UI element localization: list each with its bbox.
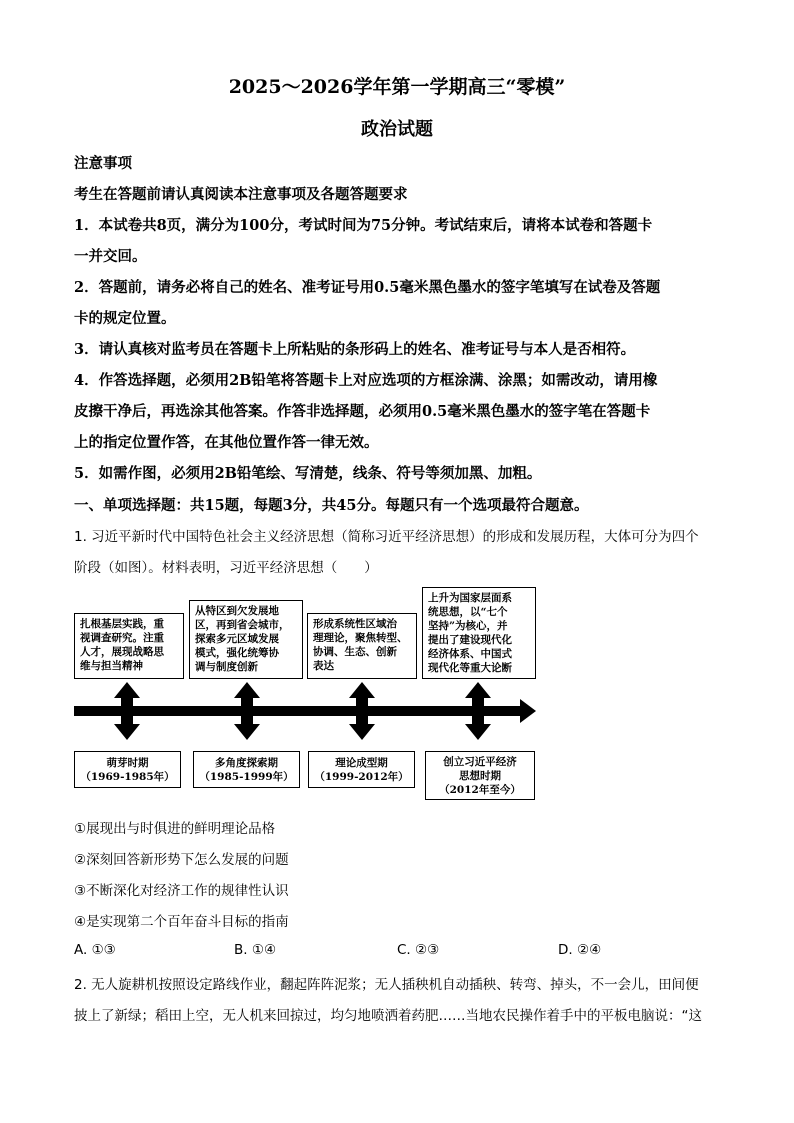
notice-intro: 考生在答题前请认真阅读本注意事项及各题答题要求 [74,186,408,203]
section-heading: 一、单项选择题：共15题，每题3分，共45分。每题只有一个选项最符合题意。 [74,497,589,514]
timeline-arrowhead [520,699,536,723]
stage-description-1: 扎根基层实践，重 视调查研究。注重 人才，展现战略思 维与担当精神 [74,613,184,679]
stage-description-4: 上升为国家层面系 统思想，以“七个 坚持”为核心，并 提出了建设现代化 经济体系、中国式 现代化等重大论断 [422,587,536,679]
notice-line: 3．请认真核对监考员在答题卡上所粘贴的条形码上的姓名、准考证号与本人是否相符。 [74,341,636,358]
notice-line: 4．作答选择题，必须用2B铅笔将答题卡上对应选项的方框涂满、涂黑；如需改动，请用橡 [74,372,658,389]
q1-statement: ③不断深化对经济工作的规律性认识 [74,883,289,899]
q2-stem: 披上了新绿；稻田上空，无人机来回掠过，均匀地喷洒着药肥……当地农民操作着手中的平板电脑说：“这 [74,1008,702,1024]
notice-line: 2．答题前，请务必将自己的姓名、准考证号用0.5毫米黑色墨水的签字笔填写在试卷及答题 [74,279,661,296]
stage-description-2: 从特区到欠发展地 区，再到省会城市， 探索多元区域发展 模式，强化统筹协 调与制度创新 [189,600,303,679]
q1-option-d: D. ②④ [558,942,602,958]
notice-line: 一并交回。 [74,248,147,265]
q1-statement: ②深刻回答新形势下怎么发展的问题 [74,852,289,868]
stage-label-4: 创立习近平经济 思想时期 （2012年至今） [425,751,535,800]
q1-option-c: C. ②③ [397,942,440,958]
q1-stem: 1. 习近平新时代中国特色社会主义经济思想（简称习近平经济思想）的形成和发展历程，大体可分为四个 [74,529,699,545]
subject-title: 政治试题 [361,119,433,140]
timeline-bar [74,706,524,716]
q1-statement: ④是实现第二个百年奋斗目标的指南 [74,914,289,930]
notice-line: 5．如需作图，必须用2B铅笔绘、写清楚，线条、符号等须加黑、加粗。 [74,465,542,482]
notice-line: 皮擦干净后，再选涂其他答案。作答非选择题，必须用0.5毫米黑色墨水的签字笔在答题卡 [74,403,651,420]
notice-line: 上的指定位置作答，在其他位置作答一律无效。 [74,434,379,451]
notice-line: 1．本试卷共8页，满分为100分，考试时间为75分钟。考试结束后，请将本试卷和答题卡 [74,217,653,234]
stage-label-3: 理论成型期 （1999-2012年） [308,751,415,788]
notice-heading: 注意事项 [74,155,132,172]
exam-title: 2025～2026学年第一学期高三“零模” [228,76,566,98]
stage-label-1: 萌芽时期 （1969-1985年） [74,751,181,788]
q1-option-a: A. ①③ [74,942,116,958]
q1-stem: 阶段（如图）。材料表明，习近平经济思想（ ） [74,560,378,576]
q1-option-b: B. ①④ [234,942,277,958]
q2-stem: 2. 无人旋耕机按照设定路线作业，翻起阵阵泥浆；无人插秧机自动插秧、转弯、掉头，不一会儿，田间便 [74,977,699,993]
stage-description-3: 形成系统性区域治 理理论，聚焦转型、 协调、生态、创新 表达 [307,613,417,679]
q1-statement: ①展现出与时俱进的鲜明理论品格 [74,821,276,837]
notice-line: 卡的规定位置。 [74,310,176,327]
stage-label-2: 多角度探索期 （1985-1999年） [193,751,300,788]
